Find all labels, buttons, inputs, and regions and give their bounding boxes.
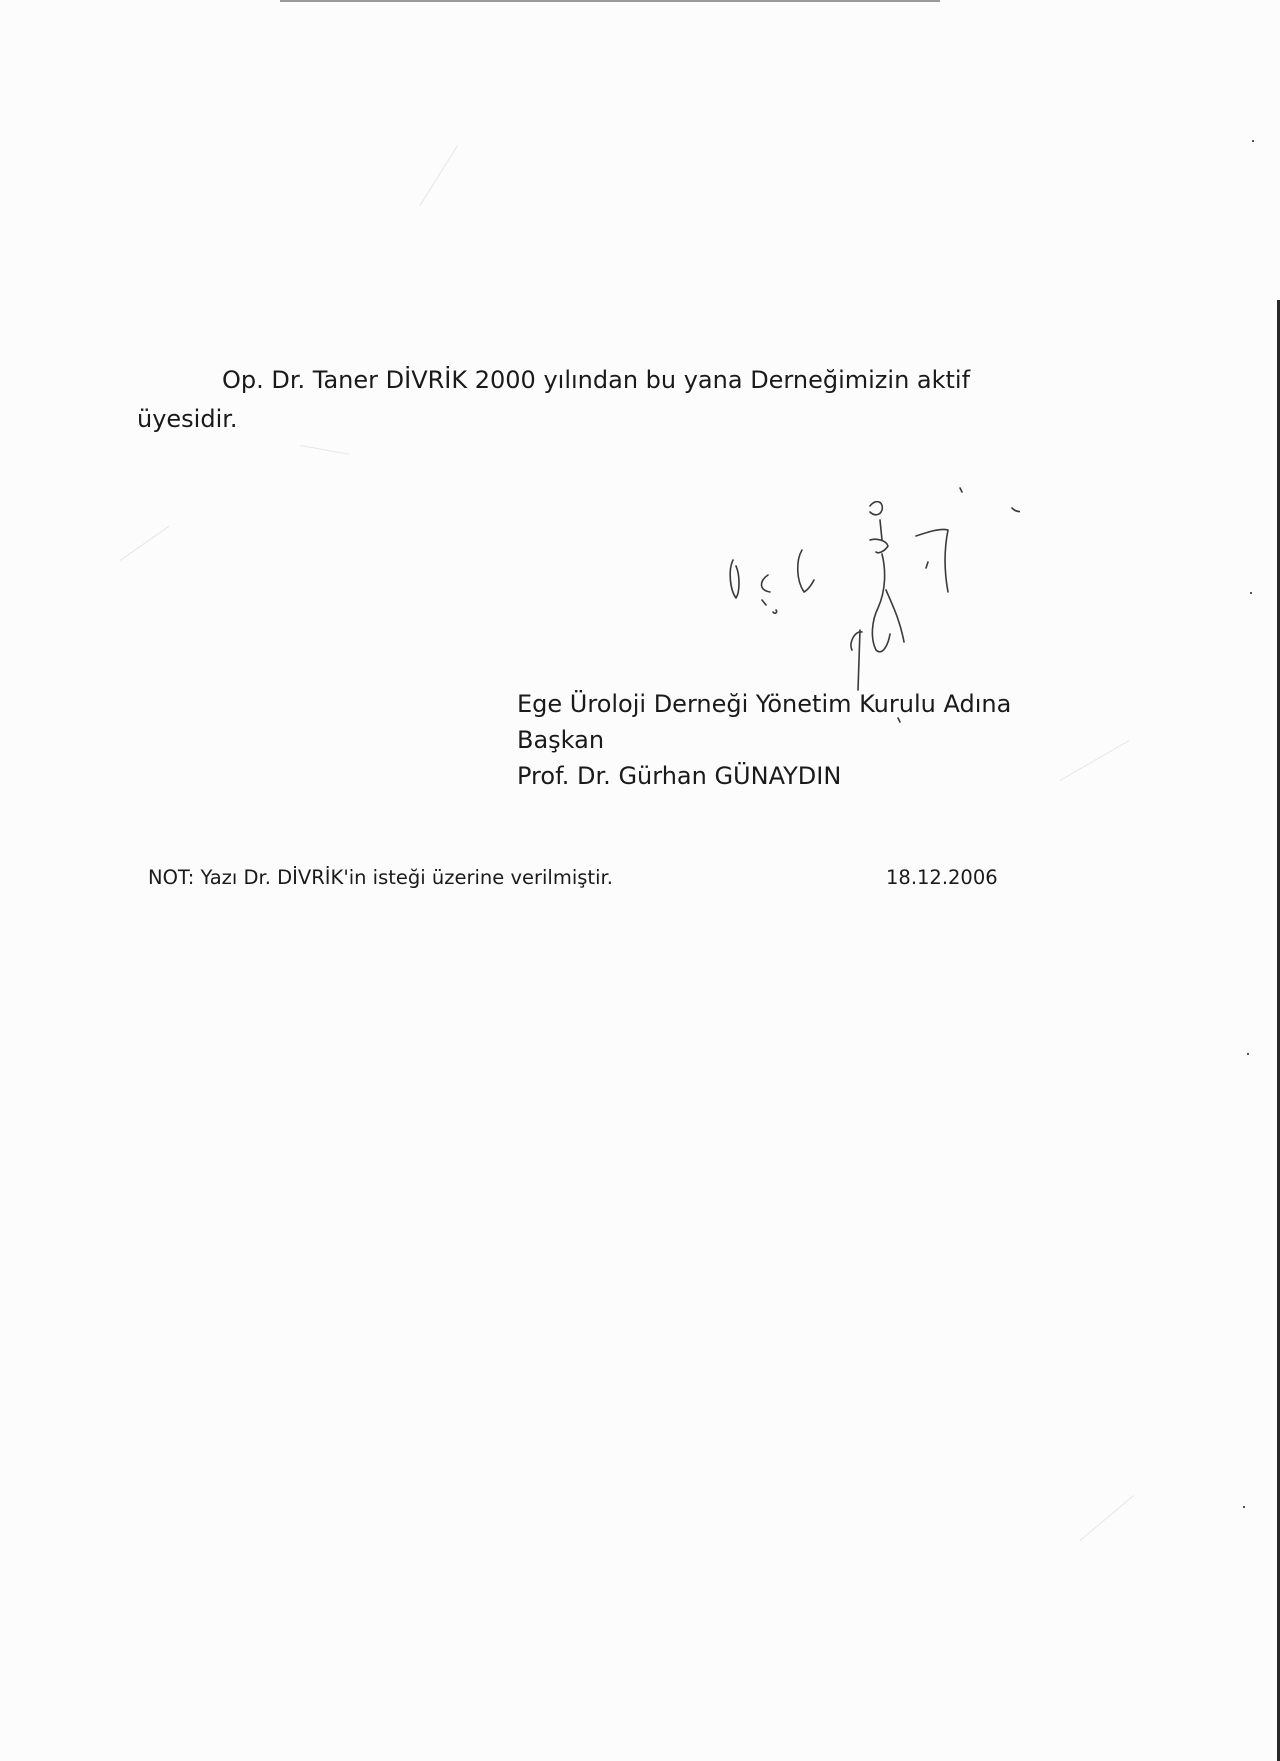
scan-speck [1250,592,1252,594]
paper-crease [300,445,349,455]
scan-top-edge [280,0,940,2]
body-text-line-1: Op. Dr. Taner DİVRİK 2000 yılından bu yana Derneğimizin aktif [222,366,971,394]
signature-org-line: Ege Üroloji Derneği Yönetim Kurulu Adına [517,690,1012,718]
paper-crease [1080,1495,1134,1541]
note-text: NOT: Yazı Dr. DİVRİK'in isteği üzerine verilmiştir. [148,866,613,889]
signature-role: Başkan [517,726,605,754]
document-date: 18.12.2006 [886,866,998,889]
paper-crease [420,146,458,206]
scan-speck [1247,1053,1249,1055]
paper-crease [120,526,170,561]
signature-name: Prof. Dr. Gürhan GÜNAYDIN [517,762,842,790]
scan-speck [1243,1506,1245,1508]
body-text-line-2: üyesidir. [137,405,238,433]
scan-speck [1252,140,1254,142]
paper-crease [1060,740,1130,781]
